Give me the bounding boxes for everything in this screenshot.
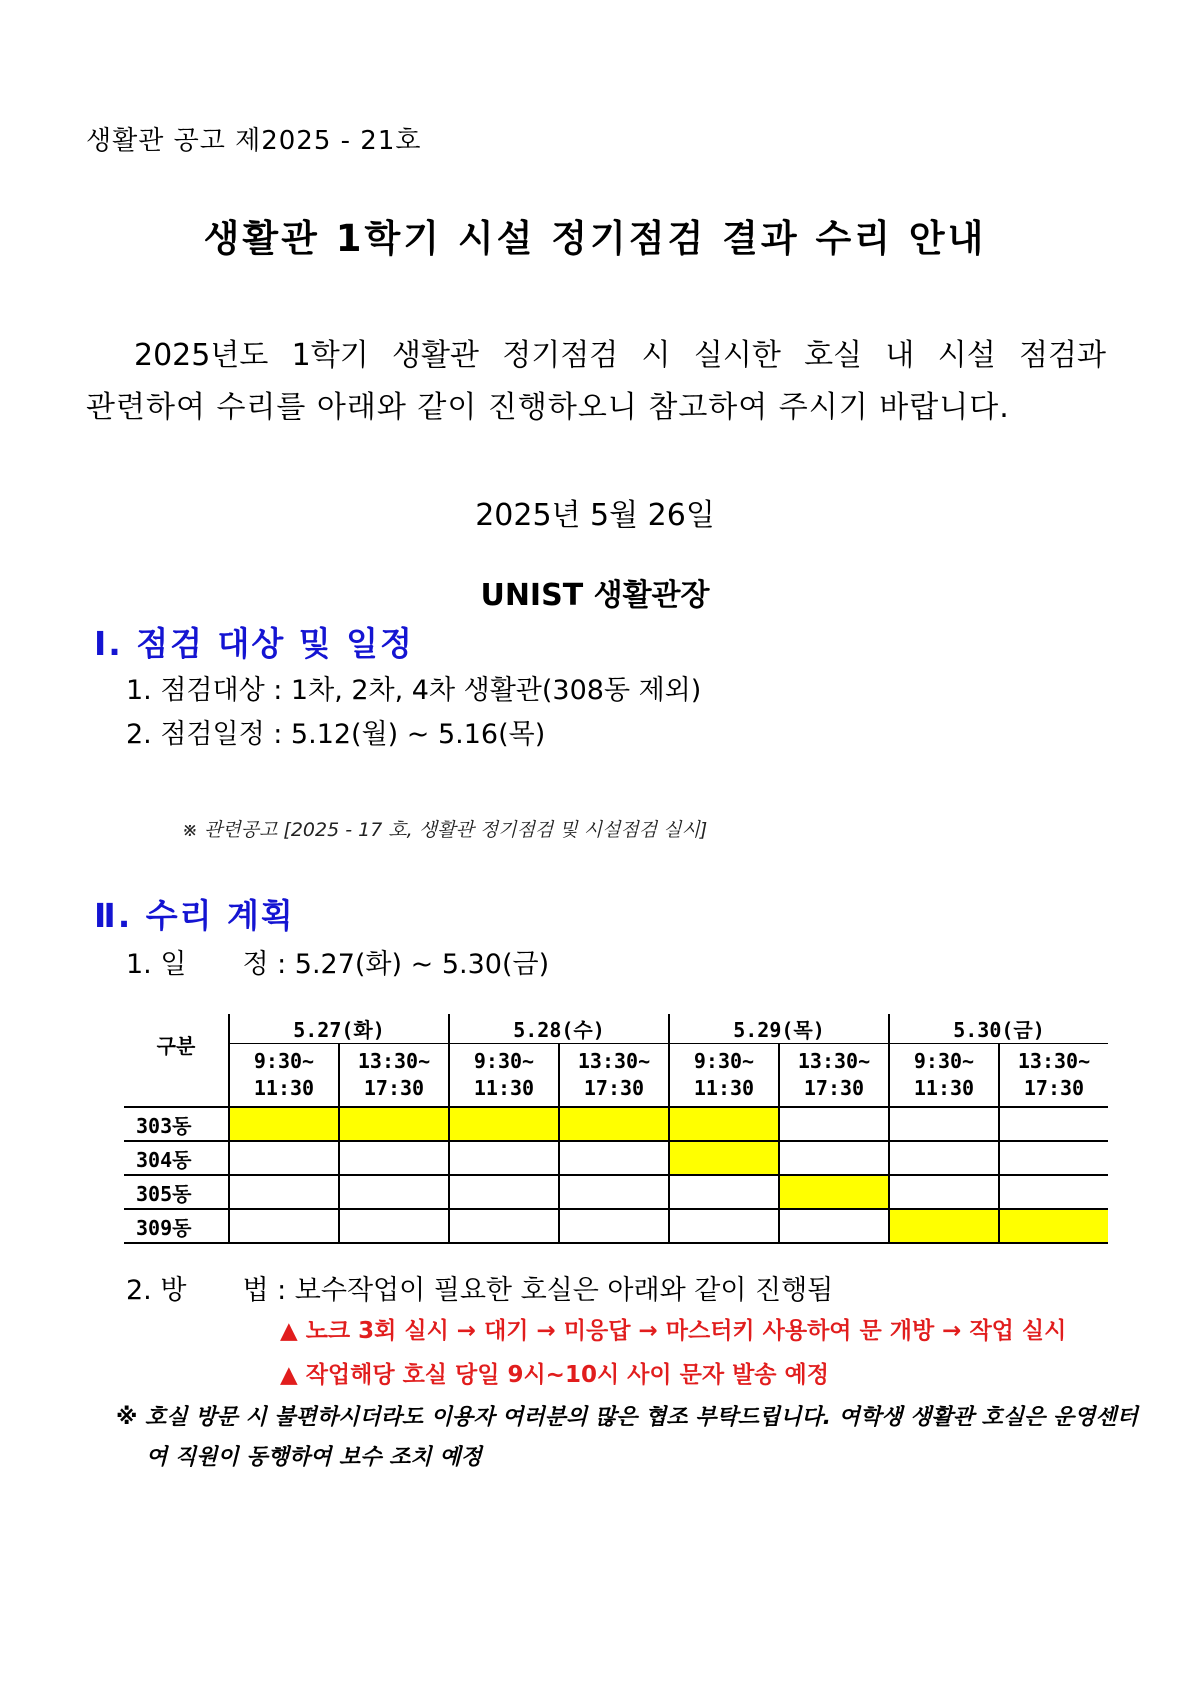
time-header bbox=[559, 1044, 669, 1108]
empty-slot bbox=[229, 1141, 339, 1175]
time-header bbox=[229, 1044, 339, 1108]
empty-slot bbox=[449, 1141, 559, 1175]
empty-slot bbox=[559, 1175, 669, 1209]
empty-slot bbox=[559, 1141, 669, 1175]
section-2-heading: Ⅱ. 수리 계획 bbox=[94, 896, 295, 935]
repair-schedule-label: 1. 일 bbox=[126, 949, 187, 980]
time-start: 9:30~ bbox=[913, 1049, 975, 1073]
table-corner-label: 구분 bbox=[124, 1014, 229, 1107]
time-header bbox=[339, 1044, 449, 1108]
empty-slot bbox=[449, 1209, 559, 1243]
time-end: 11:30 bbox=[473, 1076, 535, 1100]
building-label: 303동 bbox=[124, 1107, 229, 1141]
inspection-schedule: 2. 점검일정 : 5.12(월) ~ 5.16(목) bbox=[126, 719, 546, 750]
empty-slot bbox=[999, 1141, 1108, 1175]
building-label: 305동 bbox=[124, 1175, 229, 1209]
scheduled-slot bbox=[669, 1141, 779, 1175]
time-start: 9:30~ bbox=[473, 1049, 535, 1073]
footnote-line-2: 여 직원이 동행하여 보수 조치 예정 bbox=[146, 1445, 482, 1470]
empty-slot bbox=[339, 1209, 449, 1243]
empty-slot bbox=[779, 1209, 889, 1243]
repair-method bbox=[126, 1268, 833, 1307]
time-start: 13:30~ bbox=[1017, 1049, 1091, 1073]
empty-slot bbox=[999, 1175, 1108, 1209]
empty-slot bbox=[339, 1175, 449, 1209]
time-end: 17:30 bbox=[363, 1076, 425, 1100]
table-row bbox=[124, 1175, 1108, 1209]
time-end: 17:30 bbox=[803, 1076, 865, 1100]
page-title: 생활관 1학기 시설 정기점검 결과 수리 안내 bbox=[203, 217, 987, 260]
intro-line-2: 관련하여 수리를 아래와 같이 진행하오니 참고하여 주시기 바랍니다. bbox=[86, 390, 1010, 425]
repair-schedule bbox=[126, 942, 549, 981]
scheduled-slot bbox=[339, 1107, 449, 1141]
time-start: 13:30~ bbox=[797, 1049, 871, 1073]
empty-slot bbox=[889, 1141, 999, 1175]
time-end: 11:30 bbox=[253, 1076, 315, 1100]
empty-slot bbox=[669, 1209, 779, 1243]
footnote-line-1: ※ 호실 방문 시 불편하시더라도 이용자 여러분의 많은 협조 부탁드립니다. 여학생 생활관 호실은 운영센터 bbox=[116, 1405, 1138, 1430]
table-row bbox=[124, 1209, 1108, 1243]
empty-slot bbox=[779, 1141, 889, 1175]
date-header: 5.27(화) bbox=[229, 1014, 449, 1044]
empty-slot bbox=[669, 1175, 779, 1209]
notice-number: 생활관 공고 제2025 - 21호 bbox=[86, 126, 422, 156]
time-start: 9:30~ bbox=[693, 1049, 755, 1073]
empty-slot bbox=[339, 1141, 449, 1175]
time-start: 13:30~ bbox=[357, 1049, 431, 1073]
building-label: 304동 bbox=[124, 1141, 229, 1175]
scheduled-slot bbox=[229, 1107, 339, 1141]
procedure-step-1: ▲ 노크 3회 실시 → 대기 → 미응답 → 마스터키 사용하여 문 개방 → 작업 실시 bbox=[280, 1318, 1067, 1344]
empty-slot bbox=[559, 1209, 669, 1243]
empty-slot bbox=[229, 1209, 339, 1243]
table-row bbox=[124, 1141, 1108, 1175]
procedure-step-2: ▲ 작업해당 호실 당일 9시~10시 사이 문자 발송 예정 bbox=[280, 1362, 829, 1388]
empty-slot bbox=[449, 1175, 559, 1209]
repair-schedule-table bbox=[124, 1014, 1108, 1244]
time-header bbox=[889, 1044, 999, 1108]
time-start: 13:30~ bbox=[577, 1049, 651, 1073]
repair-schedule-value: 정 : 5.27(화) ~ 5.30(금) bbox=[242, 949, 550, 980]
repair-method-value: 법 : 보수작업이 필요한 호실은 아래와 같이 진행됨 bbox=[242, 1275, 834, 1306]
time-header bbox=[779, 1044, 889, 1108]
scheduled-slot bbox=[559, 1107, 669, 1141]
date-header: 5.29(목) bbox=[669, 1014, 889, 1044]
time-end: 17:30 bbox=[1023, 1076, 1085, 1100]
intro-line-1 bbox=[86, 330, 1106, 382]
date-header: 5.30(금) bbox=[889, 1014, 1108, 1044]
scheduled-slot bbox=[779, 1175, 889, 1209]
inspection-target: 1. 점검대상 : 1차, 2차, 4차 생활관(308동 제외) bbox=[126, 675, 702, 706]
empty-slot bbox=[889, 1175, 999, 1209]
section-1-heading: Ⅰ. 점검 대상 및 일정 bbox=[94, 624, 414, 663]
related-notice: ※ 관련공고 [2025 - 17 호, 생활관 정기점검 및 시설점검 실시] bbox=[182, 819, 708, 841]
scheduled-slot bbox=[999, 1209, 1108, 1243]
time-header bbox=[999, 1044, 1108, 1108]
scheduled-slot bbox=[889, 1209, 999, 1243]
intro-line-1-text: 2025년도 1학기 생활관 정기점검 시 실시한 호실 내 시설 점검과 bbox=[134, 338, 1106, 373]
time-end: 11:30 bbox=[693, 1076, 755, 1100]
notice-date: 2025년 5월 26일 bbox=[475, 498, 715, 533]
time-end: 17:30 bbox=[583, 1076, 645, 1100]
time-header bbox=[669, 1044, 779, 1108]
building-label: 309동 bbox=[124, 1209, 229, 1243]
date-header: 5.28(수) bbox=[449, 1014, 669, 1044]
empty-slot bbox=[229, 1175, 339, 1209]
time-end: 11:30 bbox=[913, 1076, 975, 1100]
empty-slot bbox=[999, 1107, 1108, 1141]
empty-slot bbox=[779, 1107, 889, 1141]
time-header bbox=[449, 1044, 559, 1108]
scheduled-slot bbox=[449, 1107, 559, 1141]
repair-method-label: 2. 방 bbox=[126, 1275, 187, 1306]
empty-slot bbox=[889, 1107, 999, 1141]
signer: UNIST 생활관장 bbox=[480, 578, 710, 613]
scheduled-slot bbox=[669, 1107, 779, 1141]
table-row bbox=[124, 1107, 1108, 1141]
time-start: 9:30~ bbox=[253, 1049, 315, 1073]
